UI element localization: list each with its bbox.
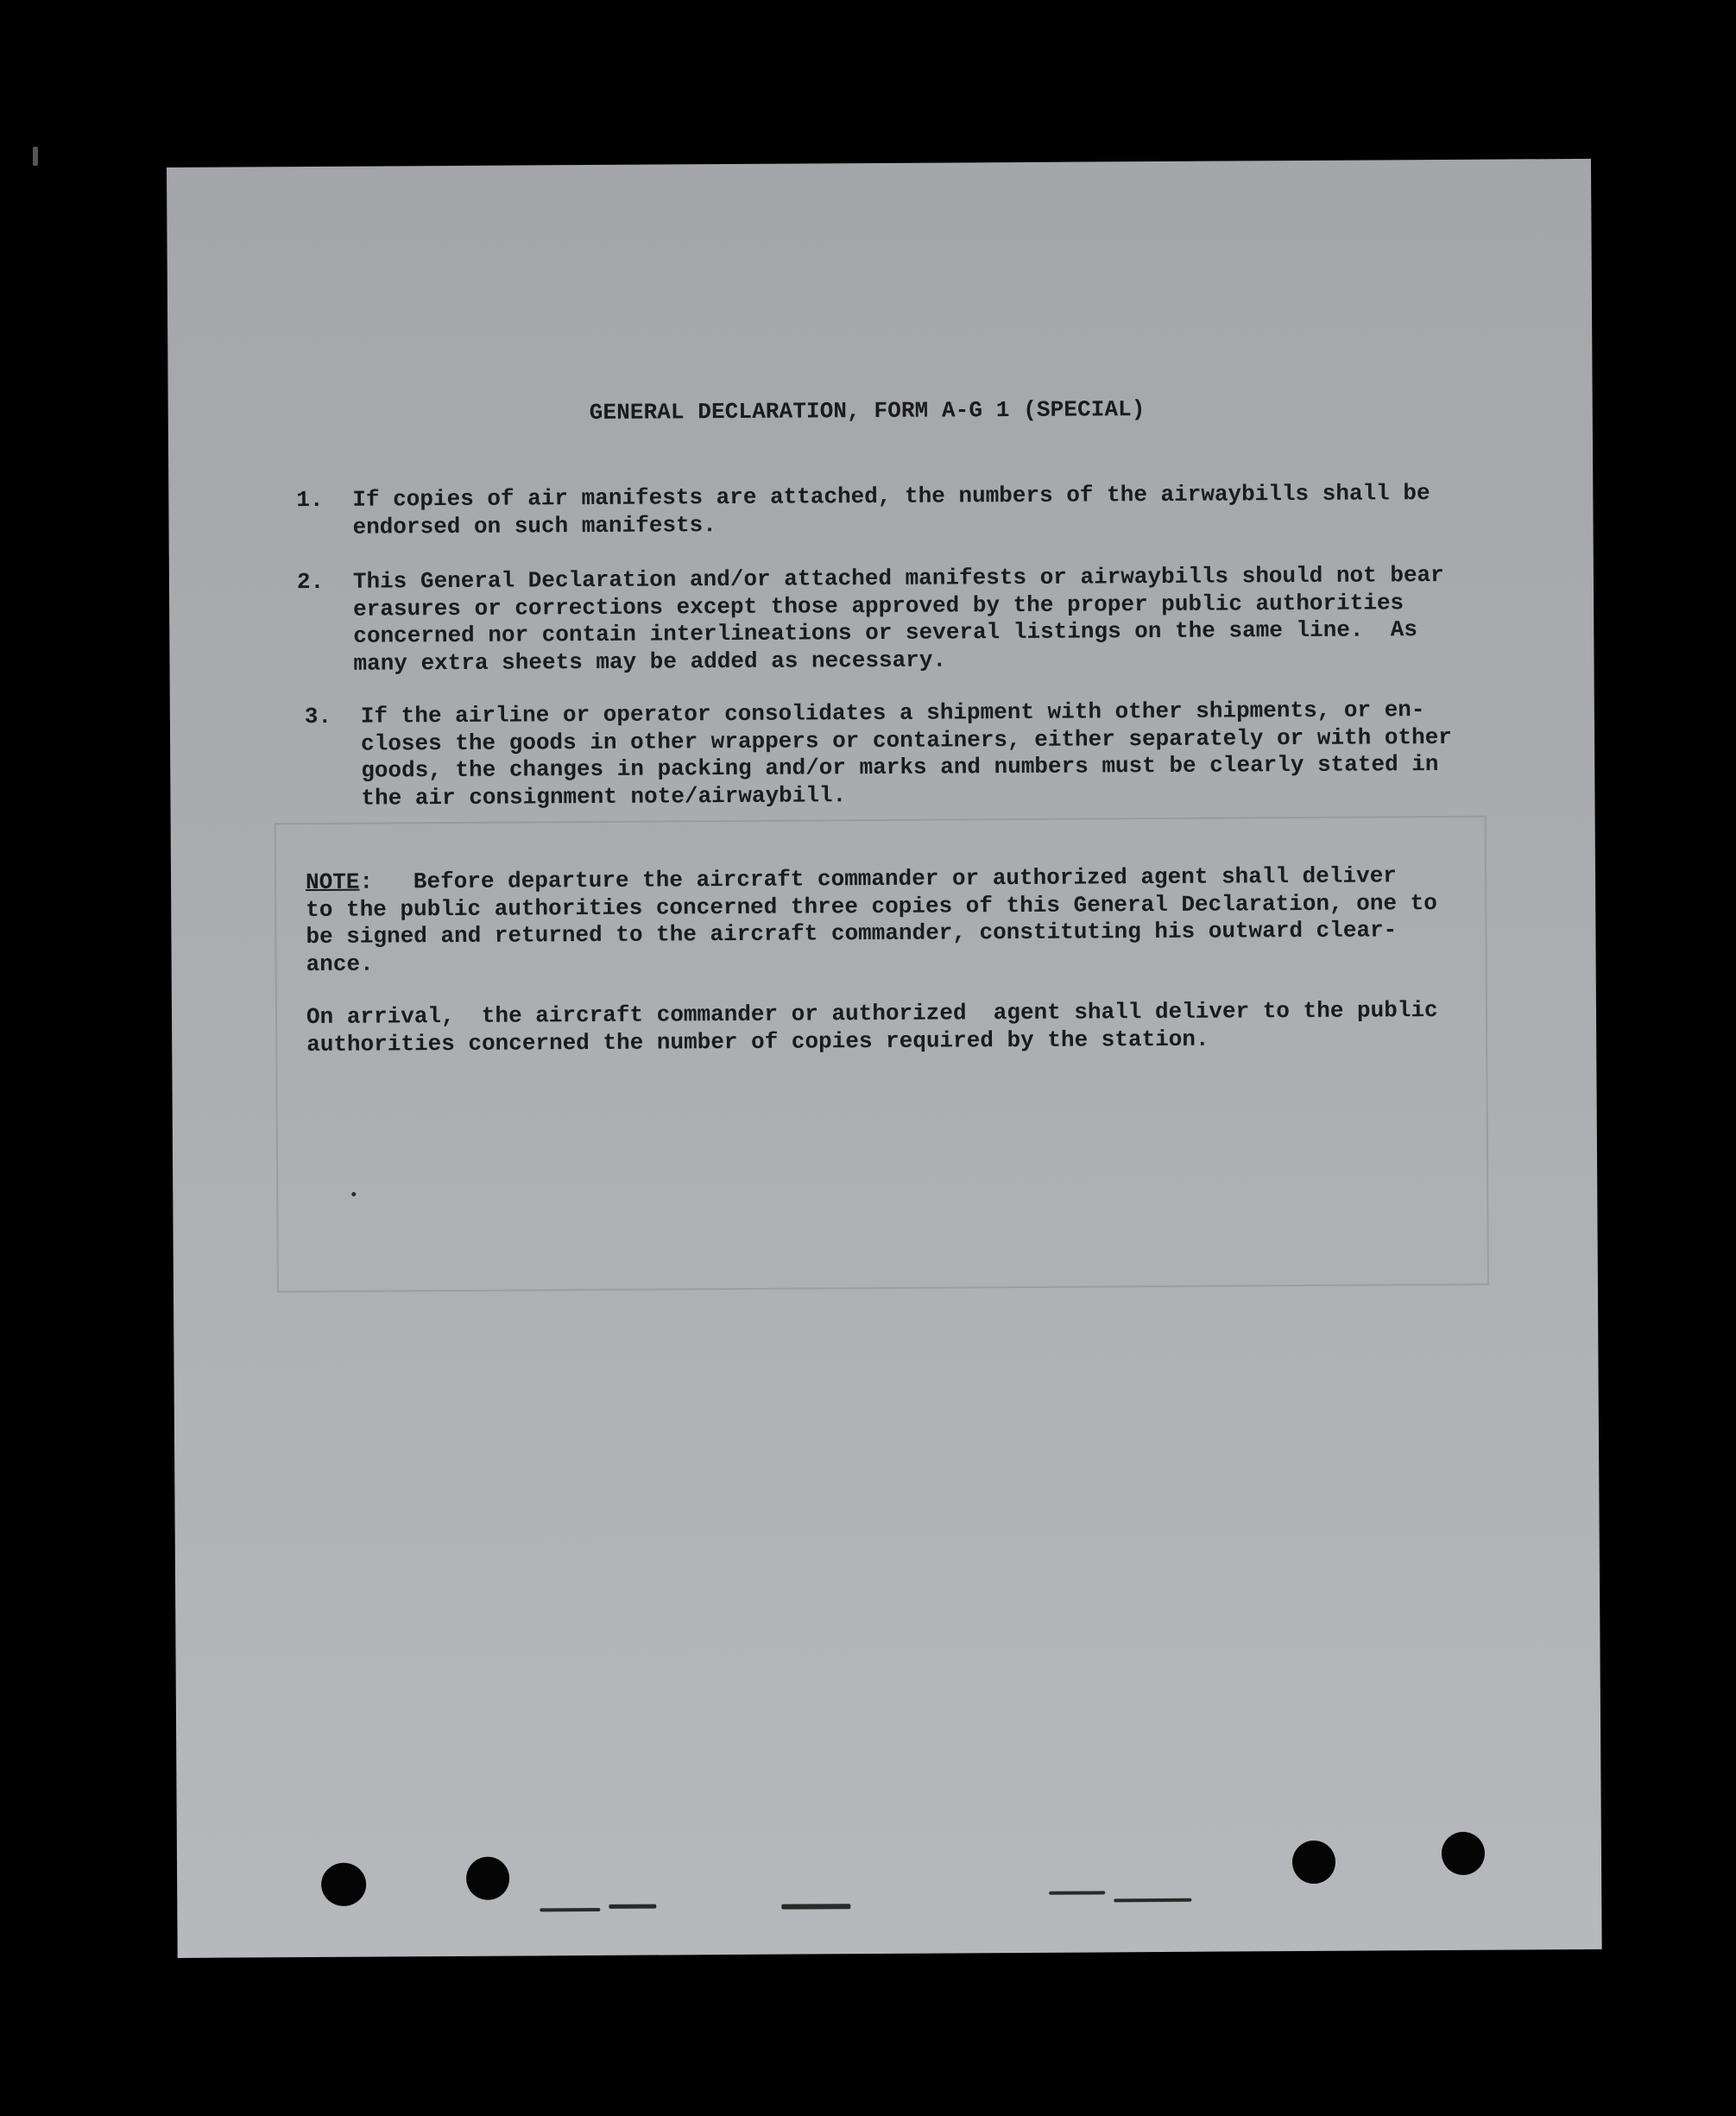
note-line: to the public authorities concerned three copies of this General Declaration, one to bbox=[306, 889, 1437, 923]
arrival-line: On arrival, the aircraft commander or authorized agent shall deliver to the public bbox=[306, 997, 1438, 1031]
ink-mark bbox=[1114, 1898, 1191, 1903]
note-line: ance. bbox=[306, 951, 374, 977]
ink-mark bbox=[781, 1904, 850, 1909]
ink-mark bbox=[540, 1908, 600, 1911]
item-number: 1. bbox=[296, 486, 324, 514]
item-line: goods, the changes in packing and/or marks and numbers must be clearly stated in bbox=[361, 751, 1439, 784]
item-line: erasures or corrections except those approved by the proper public authorities bbox=[353, 589, 1405, 622]
item-line: many extra sheets may be added as necessary. bbox=[353, 646, 947, 677]
ink-mark bbox=[609, 1904, 656, 1909]
document-sheet bbox=[167, 159, 1602, 1958]
punch-hole bbox=[466, 1857, 509, 1900]
ink-mark bbox=[351, 1192, 356, 1197]
item-number: 2. bbox=[296, 568, 325, 596]
arrival-line: authorities concerned the number of copies required by the station. bbox=[306, 1026, 1209, 1058]
item-line: If copies of air manifests are attached, the numbers of the airwaybills shall be bbox=[352, 480, 1430, 513]
punch-hole bbox=[321, 1863, 366, 1906]
scan-edge-mark bbox=[33, 147, 38, 166]
document-title: GENERAL DECLARATION, FORM A-G 1 (SPECIAL) bbox=[589, 396, 1146, 426]
item-line: the air consignment note/airwaybill. bbox=[361, 781, 847, 812]
item-number: 3. bbox=[304, 703, 332, 730]
note-line: be signed and returned to the aircraft commander, constituting his outward clear- bbox=[306, 917, 1398, 951]
note-label: NOTE bbox=[305, 869, 360, 896]
punch-hole bbox=[1442, 1832, 1485, 1875]
item-line: This General Declaration and/or attached manifests or airwaybills should not bear bbox=[352, 561, 1444, 595]
item-line: closes the goods in other wrappers or containers, either separately or with other bbox=[360, 723, 1452, 757]
item-line: concerned nor contain interlineations or several listings on the same line. As bbox=[353, 616, 1417, 649]
note-first-line-text: : Before departure the aircraft commander or authorized agent shall deliver bbox=[359, 862, 1397, 895]
arrival-paragraph bbox=[306, 997, 1438, 1113]
punch-hole bbox=[1292, 1841, 1335, 1884]
ink-mark bbox=[1049, 1891, 1105, 1894]
item-line: endorsed on such manifests. bbox=[352, 511, 716, 540]
item-line: If the airline or operator consolidates a shipment with other shipments, or en- bbox=[360, 697, 1425, 730]
